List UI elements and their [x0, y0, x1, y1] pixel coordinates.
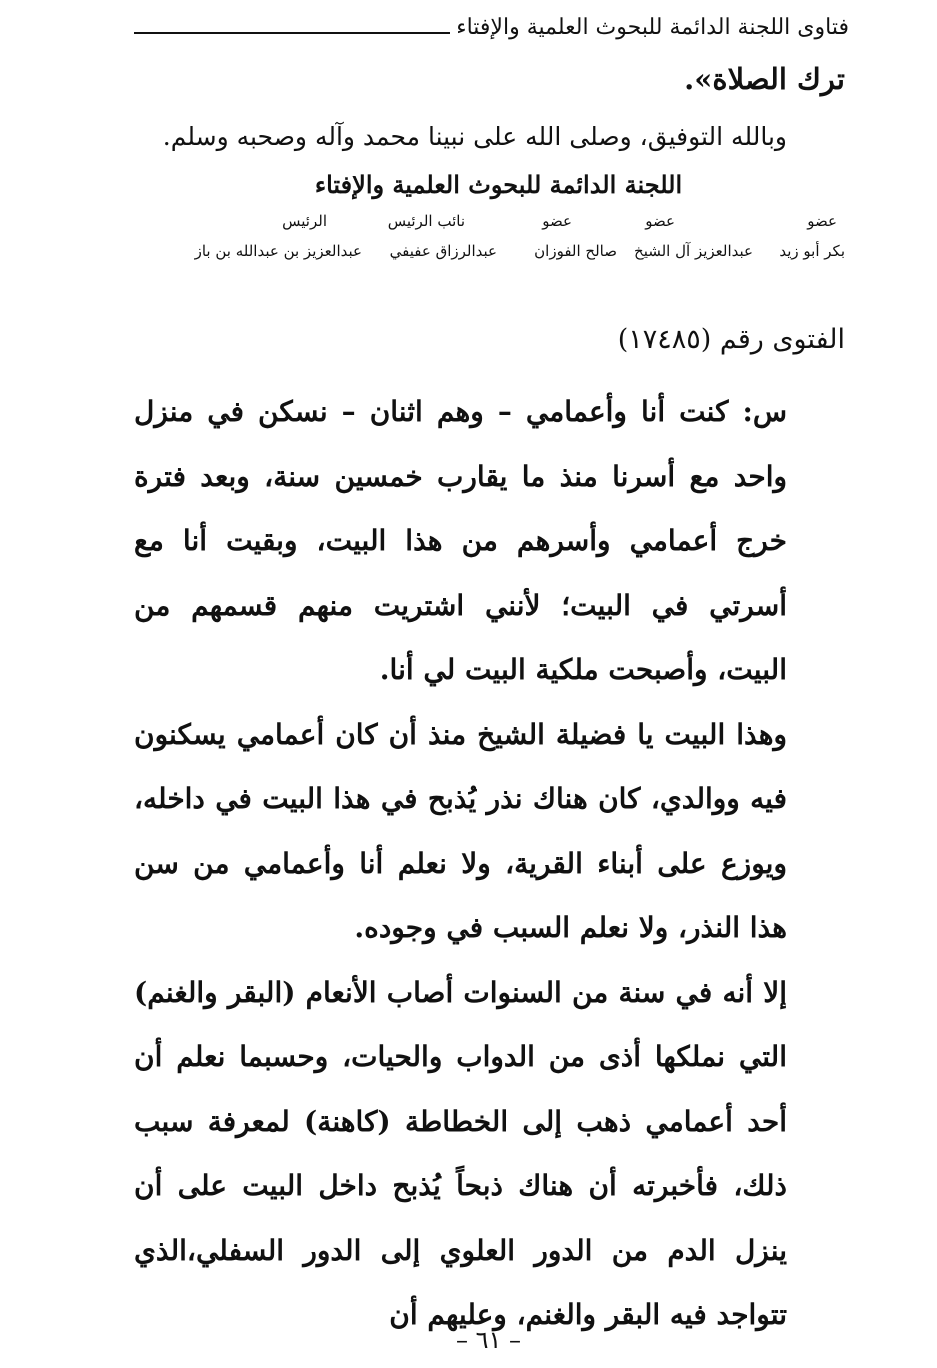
fatwa-number: الفتوى رقم (١٧٤٨٥): [617, 324, 845, 355]
signatory-role: عضو: [645, 212, 675, 230]
page-number: – ٦١ –: [455, 1326, 522, 1354]
signatory-name: عبدالعزيز بن عبدالله بن باز: [194, 242, 362, 260]
question-paragraph: س: كنت أنا وأعمامي – وهم اثنان – نسكن في منزل واحد مع أسرنا منذ ما يقارب خمسين سنة، وبعد فترة خرج أعمامي وأسرهم من هذا البيت، وبقيت أنا مع أسرتي في البيت؛ لأنني اشتريت منهم قسمهم من البيت، وأصبحت ملكية البيت لي أنا.: [134, 395, 787, 686]
signatory-name: عبدالعزيز آل الشيخ: [634, 242, 753, 260]
committee-name: اللجنة الدائمة للبحوث العلمية والإفتاء: [314, 170, 683, 199]
signatory-name: بكر أبو زيد: [779, 242, 845, 260]
signatory-names-row: [140, 242, 845, 272]
signatories-block: [140, 212, 845, 272]
body-paragraph: وهذا البيت يا فضيلة الشيخ منذ أن كان أعمامي يسكنون فيه ووالدي، كان هناك نذر يُذبح في هذا البيت في داخله، ويوزع على أبناء القرية، ولا نعلم أنا وأعمامي من سن هذا النذر، ولا نعلم السبب في وجوده.: [134, 717, 787, 944]
header-rule: [134, 32, 450, 34]
running-header: [134, 4, 849, 44]
signatory-role: الرئيس: [282, 212, 327, 230]
signatory-role: عضو: [807, 212, 837, 230]
closing-formula: وبالله التوفيق، وصلى الله على نبينا محمد وآله وصحبه وسلم.: [162, 122, 787, 151]
previous-fatwa-tail: ترك الصلاة».: [684, 62, 845, 96]
fatwa-body: [134, 380, 787, 1348]
running-header-title: فتاوى اللجنة الدائمة للبحوث العلمية والإفتاء: [456, 15, 849, 40]
signatory-name: صالح الفوزان: [534, 242, 617, 260]
signatory-role: نائب الرئيس: [387, 212, 465, 230]
signatory-name: عبدالرزاق عفيفي: [389, 242, 497, 260]
body-paragraph: إلا أنه في سنة من السنوات أصاب الأنعام (البقر والغنم) التي نملكها أذى من الدواب والحيات، وحسبما نعلم أن أحد أعمامي ذهب إلى الخطاطة (كاهنة) لمعرفة سبب ذلك، فأخبرته أن هناك ذبحاً يُذبح داخل البيت على أن ينزل الدم من الدور العلوي إلى الدور السفلي،الذي تتواجد فيه البقر والغنم، وعليهم أن: [134, 975, 787, 1331]
signatory-role: عضو: [542, 212, 572, 230]
signatory-roles-row: [140, 212, 837, 242]
